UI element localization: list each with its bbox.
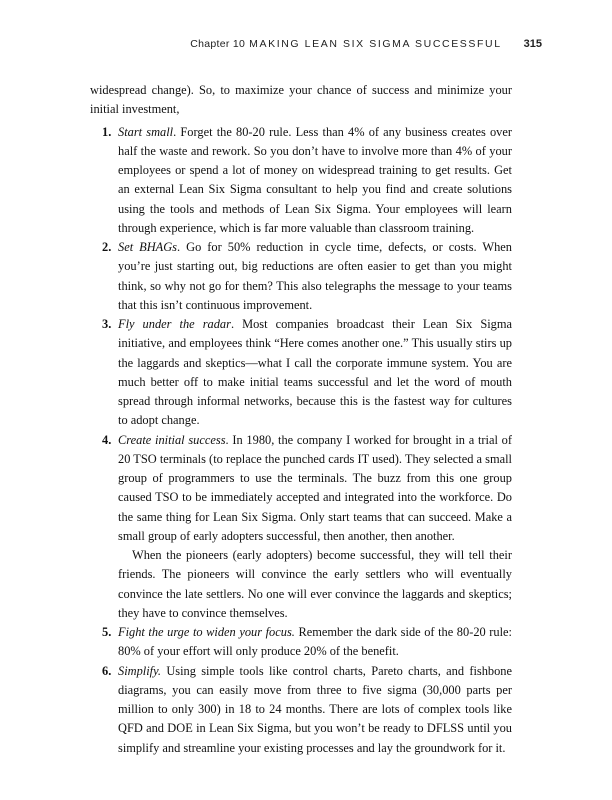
item-lead: Set BHAGs — [118, 240, 178, 254]
numbered-list — [90, 123, 512, 758]
list-item — [90, 315, 512, 431]
body-text — [90, 81, 512, 758]
item-text: . Forget the 80-20 rule. Less than 4% of any business creates over half the waste and rework. So you don’t have to involve more than 4% of your employees or spend a lot of money on widespread training to get results. Get an external Lean Six Sigma consultant to help you find and create solutions using the tools and methods of Lean Six Sigma. Your employees will learn through experience, which is far more valuable than classroom training. — [118, 124, 512, 235]
chapter-title: MAKING LEAN SIX SIGMA SUCCESSFUL — [249, 38, 502, 50]
list-item — [90, 238, 512, 315]
item-number: 5. — [102, 625, 112, 639]
list-item — [90, 662, 512, 758]
list-item — [90, 623, 512, 662]
item-number: 3. — [102, 317, 112, 331]
intro-paragraph: widespread change). So, to maximize your chance of success and minimize your initial investment, — [90, 83, 512, 117]
item-lead: Fly under the radar — [118, 317, 231, 331]
item-text: . Most companies broadcast their Lean Six Sigma initiative, and employees think “Here comes another one.” This usually stirs up the laggards and skeptics—what I call the corporate immune system. You are much better off to make initial teams successful and let the word of mouth spread through informal networks, because this is the fastest way for cultures to adopt change. — [118, 317, 512, 428]
running-header — [190, 38, 542, 50]
item-lead: Start small — [118, 124, 174, 139]
item-text: Remember the dark side of the 80-20 rule: 80% of your effort will only produce 20% of the benefit. — [118, 625, 512, 659]
item-lead: Create initial success — [118, 432, 226, 447]
item-text: . Go for 50% reduction in cycle time, defects, or costs. When you’re just starting out, big reductions are often easier to get than you might think, so why not go for them? This also telegraphs the message to your teams that this isn’t continuous improvement. — [118, 240, 513, 312]
item-lead: Fight the urge to widen your focus. — [118, 625, 295, 639]
page-number: 315 — [523, 38, 542, 50]
item-number: 4. — [102, 432, 112, 447]
item-number: 1. — [102, 124, 112, 139]
item-number: 6. — [102, 663, 112, 678]
item-continuation-paragraph: When the pioneers (early adopters) become successful, they will tell their friends. The pioneers will convince the early settlers who will eventually convince the late settlers. No one will ever convince the laggards and skeptics; they have to convince themselves. — [118, 548, 512, 620]
list-item — [90, 123, 512, 239]
item-number: 2. — [102, 240, 112, 254]
list-item — [90, 431, 512, 624]
chapter-label: Chapter 10 — [190, 38, 246, 50]
item-text: . In 1980, the company I worked for brought in a trial of 20 TSO terminals (to replace the punched cards IT used). They selected a small group of programmers to use the terminals. The buzz from this one group caused TSO to be immediately accepted and integrated into the workforce. Do the same thing for Lean Six Sigma. Only start teams that can succeed. Make a small group of early adopters successful, then another, then another. — [118, 432, 512, 543]
item-lead: Simplify. — [118, 663, 162, 678]
item-text: Using simple tools like control charts, Pareto charts, and fishbone diagrams, you can easily move from three to five sigma (30,000 parts per million to only 300) in 18 to 24 months. There are lots of complex tools like QFD and DOE in Lean Six Sigma, but you won’t be ready to DFLSS until you simplify and streamline your existing processes and lay the groundwork for it. — [118, 663, 512, 755]
